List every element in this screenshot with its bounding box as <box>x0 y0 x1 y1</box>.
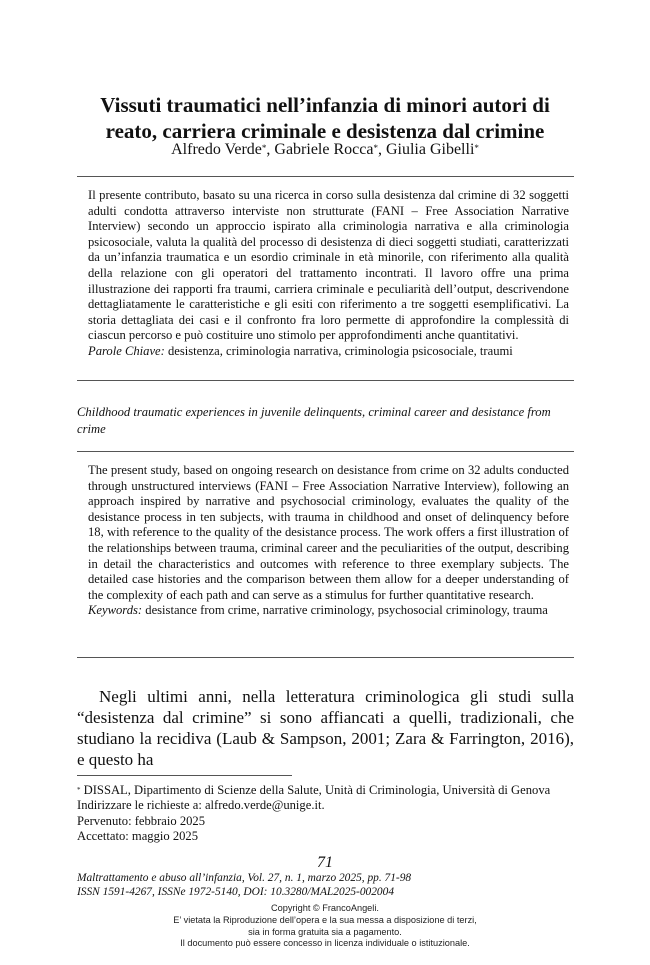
footnote-rule <box>77 775 292 776</box>
abstract-text: Il presente contributo, basato su una ricerca in corso sulla desistenza dal crimine di 32 soggetti adulti condotta attraverso interviste non strutturate (FANI – Free Association Narrative Interview) secondo un approccio ispirato alla criminologia narrativa e alla criminologia psicosociale, valuta la qualità del processo di desistenza di dieci soggetti studiati, caratterizzati da un’infanzia traumatica e un esordio criminale in età minorile, con riferimento alla qualità della relazione con gli operatori del trattamento incontrati. Il lavoro offre una prima illustrazione dei rapporti fra traumi, carriera criminale e peculiarità dell’output, descrivendone dettagliatamente le caratteristiche e gli esiti con riferimento a tre soggetti esemplificativi. La storia dettagliata dei casi e il confronto fra loro permette di approfondire la complessità di ciascun percorso e può costituire uno stimolo per approfondimenti anche quantitativi. <box>88 188 569 343</box>
keywords-text: desistenza, criminologia narrativa, criminologia psicosociale, traumi <box>167 343 513 358</box>
copyright-notice <box>0 903 650 950</box>
page-number: 71 <box>317 854 333 871</box>
author-separator: , <box>377 141 386 158</box>
body-paragraph: Negli ultimi anni, nella letteratura criminologica gli studi sulla “desistenza dal crimine” si sono affiancati a quelli, tradizionali, che studiano la recidiva (Laub & Sampson, 2001; Zara & Farrington, 2016), e questo ha <box>77 687 574 769</box>
author-list <box>60 140 590 160</box>
article-title <box>60 92 590 144</box>
author-mark: * <box>474 143 479 153</box>
abstract-en-bottom-rule <box>77 657 574 658</box>
footnote <box>77 783 577 844</box>
journal-citation <box>77 871 597 899</box>
footnote-contact: Indirizzare le richieste a: alfredo.verde@unige.it. <box>77 798 325 813</box>
keywords-text: desistance from crime, narrative criminology, psychosocial criminology, trauma <box>145 603 548 618</box>
abstract-bottom-rule <box>77 380 574 381</box>
footnote-mark: * <box>77 786 81 794</box>
author-name: Giulia Gibelli <box>385 141 475 158</box>
title-line: reato, carriera criminale e desistenza dal crimine <box>105 119 545 143</box>
english-title: Childhood traumatic experiences in juvenile delinquents, criminal career and desistance from crime <box>77 405 551 436</box>
author-name: Gabriele Rocca <box>274 141 374 158</box>
copyright-line: Il documento può essere concesso in licenza individuale o istituzionale. <box>180 938 470 949</box>
author-name: Alfredo Verde <box>171 141 262 158</box>
journal-line: ISSN 1591-4267, ISSNe 1972-5140, DOI: 10.3280/MAL2025-002004 <box>77 886 395 898</box>
keywords-label: Keywords: <box>88 603 143 618</box>
copyright-line: Copyright © FrancoAngeli. <box>271 903 379 913</box>
abstract-top-rule <box>77 176 574 177</box>
keywords-label: Parole Chiave: <box>88 343 165 358</box>
copyright-line: sia in forma gratuita sia a pagamento. <box>248 926 402 937</box>
footnote-affiliation: DISSAL, Dipartimento di Scienze della Salute, Unità di Criminologia, Università di Genova <box>80 783 551 797</box>
title-line: Vissuti traumatici nell’infanzia di minori autori di <box>100 93 550 117</box>
journal-line: Maltrattamento e abuso all’infanzia, Vol. 27, n. 1, marzo 2025, pp. 71-98 <box>77 872 412 884</box>
copyright-line: E’ vietata la Riproduzione dell’opera e la sua messa a disposizione di terzi, <box>173 914 477 925</box>
author-mark: * <box>261 143 267 153</box>
abstract-text: The present study, based on ongoing research on desistance from crime on 32 adults conducted through unstructured interviews (FANI – Free Association Narrative Interview), following an approach inspired by narrative and psychosocial criminology, evaluates the quality of the desistance process in ten subjects, with trauma in childhood and onset of delinquency before 18, with reference to the quality of the desistance process. The work offers a first illustration of the relationships between trauma, criminal career and the peculiarities of the output, describing in detail the characteristics and outcomes with reference to three exemplary subjects. The detailed case histories and the comparison between them allow for a deeper understanding of the complexity of each path and can serve as a stimulus for further quantitative research. <box>88 463 569 602</box>
footnote-accepted: Accettato: maggio 2025 <box>77 828 199 843</box>
abstract-english <box>88 463 569 619</box>
footnote-received: Pervenuto: febbraio 2025 <box>77 813 206 828</box>
author-mark: * <box>373 143 378 153</box>
abstract-italian <box>88 188 569 360</box>
abstract-en-top-rule <box>77 451 574 452</box>
author-separator: , <box>266 141 275 158</box>
